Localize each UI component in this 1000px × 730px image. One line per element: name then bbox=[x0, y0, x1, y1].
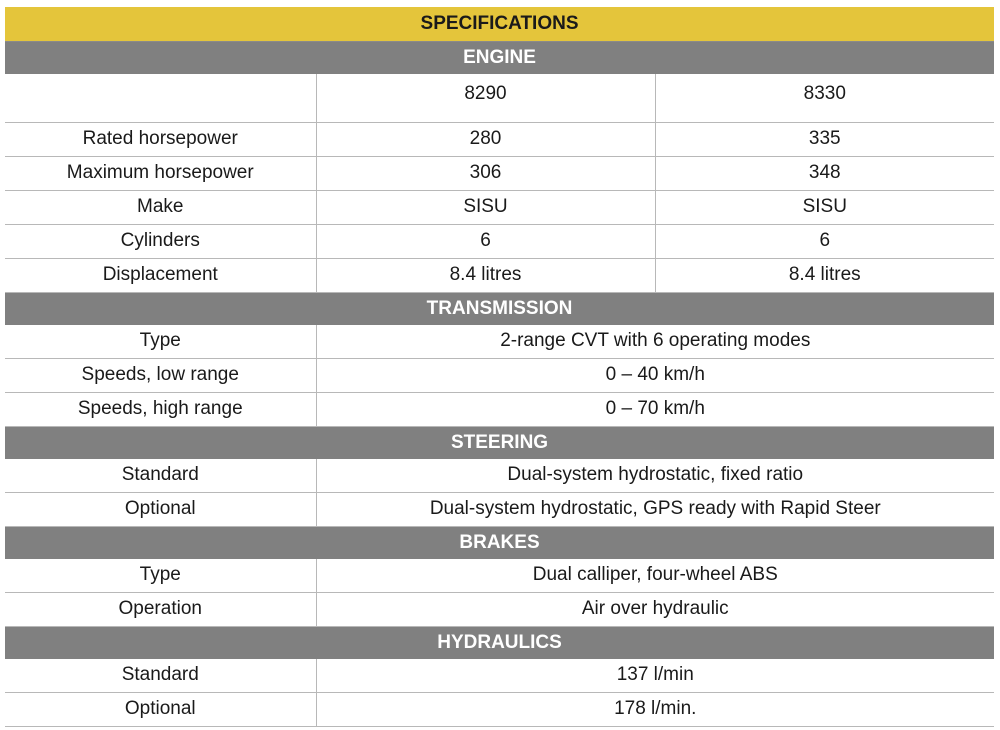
table-row bbox=[5, 559, 994, 593]
table-row bbox=[5, 122, 994, 156]
table-row bbox=[5, 392, 994, 426]
table-row bbox=[5, 659, 994, 693]
row-label: Cylinders bbox=[5, 224, 316, 258]
table-row bbox=[5, 492, 994, 526]
row-label: Standard bbox=[5, 659, 316, 693]
row-label: Rated horsepower bbox=[5, 122, 316, 156]
row-label: Maximum horsepower bbox=[5, 156, 316, 190]
row-value-8330: 6 bbox=[655, 224, 994, 258]
row-value: Air over hydraulic bbox=[316, 592, 994, 626]
row-label: Operation bbox=[5, 592, 316, 626]
row-value: 0 – 70 km/h bbox=[316, 392, 994, 426]
section-brakes bbox=[5, 526, 994, 559]
title-row bbox=[5, 7, 994, 42]
row-value-8330: SISU bbox=[655, 190, 994, 224]
table-row bbox=[5, 156, 994, 190]
section-steering bbox=[5, 426, 994, 459]
row-value-8330: 8.4 litres bbox=[655, 258, 994, 292]
row-value-8290: 306 bbox=[316, 156, 655, 190]
row-label: Optional bbox=[5, 692, 316, 726]
row-value: Dual-system hydrostatic, GPS ready with Rapid Steer bbox=[316, 492, 994, 526]
model-8330: 8330 bbox=[655, 74, 994, 122]
section-heading: ENGINE bbox=[5, 42, 994, 75]
row-label: Make bbox=[5, 190, 316, 224]
empty-cell bbox=[5, 74, 316, 122]
row-label: Standard bbox=[5, 459, 316, 493]
model-8290: 8290 bbox=[316, 74, 655, 122]
row-value: 0 – 40 km/h bbox=[316, 358, 994, 392]
row-label: Displacement bbox=[5, 258, 316, 292]
section-heading: STEERING bbox=[5, 426, 994, 459]
section-hydraulics bbox=[5, 626, 994, 659]
table-row bbox=[5, 459, 994, 493]
specifications-table bbox=[5, 7, 994, 727]
section-heading: HYDRAULICS bbox=[5, 626, 994, 659]
table-row bbox=[5, 258, 994, 292]
table-title: SPECIFICATIONS bbox=[5, 7, 994, 42]
row-value-8290: 280 bbox=[316, 122, 655, 156]
row-value-8330: 335 bbox=[655, 122, 994, 156]
section-transmission bbox=[5, 292, 994, 325]
row-value: 178 l/min. bbox=[316, 692, 994, 726]
row-label: Type bbox=[5, 559, 316, 593]
table-row bbox=[5, 692, 994, 726]
section-heading: BRAKES bbox=[5, 526, 994, 559]
table-row bbox=[5, 190, 994, 224]
table-row bbox=[5, 224, 994, 258]
row-value: Dual calliper, four-wheel ABS bbox=[316, 559, 994, 593]
table-row bbox=[5, 325, 994, 359]
row-value-8330: 348 bbox=[655, 156, 994, 190]
section-heading: TRANSMISSION bbox=[5, 292, 994, 325]
table-row bbox=[5, 592, 994, 626]
row-value: 137 l/min bbox=[316, 659, 994, 693]
model-header-row bbox=[5, 74, 994, 122]
row-value: 2-range CVT with 6 operating modes bbox=[316, 325, 994, 359]
row-value-8290: SISU bbox=[316, 190, 655, 224]
row-value: Dual-system hydrostatic, fixed ratio bbox=[316, 459, 994, 493]
row-value-8290: 6 bbox=[316, 224, 655, 258]
row-label: Speeds, low range bbox=[5, 358, 316, 392]
row-label: Optional bbox=[5, 492, 316, 526]
row-value-8290: 8.4 litres bbox=[316, 258, 655, 292]
section-engine bbox=[5, 42, 994, 75]
table-row bbox=[5, 358, 994, 392]
row-label: Type bbox=[5, 325, 316, 359]
row-label: Speeds, high range bbox=[5, 392, 316, 426]
